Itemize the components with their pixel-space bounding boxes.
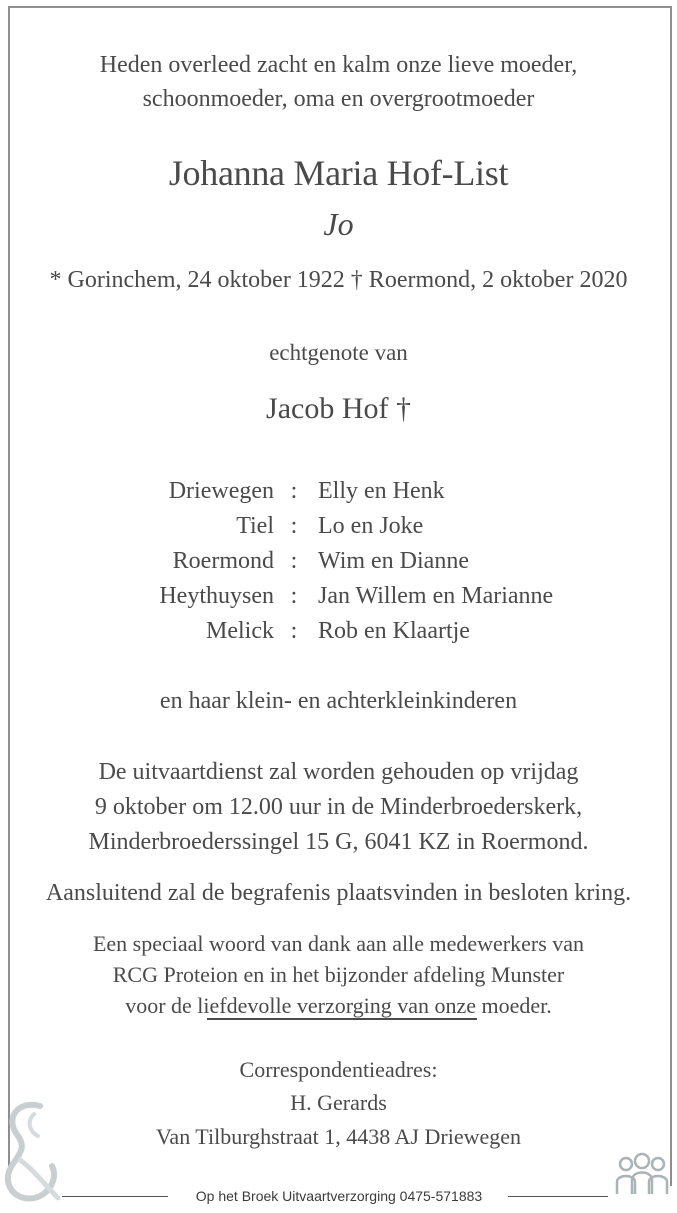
relative-names: Lo en Joke [318, 513, 424, 539]
thanks-line-1: Een speciaal woord van dank aan alle medewerkers van [92, 931, 585, 956]
thanks-line-3: voor de liefdevolle verzorging van onze moeder. [125, 993, 552, 1018]
relative-row [0, 583, 677, 617]
relative-names: Jan Willem en Marianne [318, 583, 554, 609]
thanks-line-2: RCG Proteion en in het bijzonder afdeling Munster [112, 962, 565, 987]
footer-rule-left [62, 1196, 168, 1197]
relative-colon: : [290, 618, 298, 644]
spouse-name: Jacob Hof † [266, 392, 411, 425]
burial-line: Aansluitend zal de begrafenis plaatsvinden in besloten kring. [45, 880, 632, 906]
footer-text: Op het Broek Uitvaartverzorging 0475-571883 [195, 1188, 483, 1204]
relative-place: Roermond [172, 548, 274, 574]
ampersand-swirl-icon [0, 1100, 62, 1211]
relative-colon: : [290, 478, 298, 504]
correspondence-name: H. Gerards [290, 1090, 387, 1115]
relative-colon: : [290, 513, 298, 539]
intro-line-1: Heden overleed zacht en kalm onze lieve moeder, [99, 52, 578, 78]
relative-row [0, 513, 677, 547]
deceased-nickname: Jo [323, 206, 354, 242]
service-line-1: De uitvaartdienst zal worden gehouden op vrijdag [98, 759, 579, 785]
relative-place: Tiel [236, 513, 274, 539]
relative-colon: : [290, 583, 298, 609]
family-people-icon [614, 1152, 670, 1201]
relative-row [0, 548, 677, 582]
relative-row [0, 478, 677, 512]
relative-colon: : [290, 548, 298, 574]
relative-names: Elly en Henk [318, 478, 445, 504]
relative-names: Wim en Dianne [318, 548, 469, 574]
intro-line-2: schoonmoeder, oma en overgrootmoeder [142, 86, 535, 112]
relative-place: Driewegen [168, 478, 274, 504]
relative-place: Heythuysen [159, 583, 274, 609]
service-line-2: 9 oktober om 12.00 uur in de Minderbroederskerk, [94, 794, 583, 820]
relative-names: Rob en Klaartje [318, 618, 470, 644]
deceased-name: Johanna Maria Hof-List [168, 153, 509, 193]
footer-rule-right [508, 1196, 608, 1197]
spouse-intro: echtgenote van [269, 340, 408, 365]
correspondence-label: Correspondentieadres: [239, 1057, 438, 1082]
separator-line [207, 1018, 477, 1020]
relative-place: Melick [206, 618, 274, 644]
life-dates: * Gorinchem, 24 oktober 1922 † Roermond, 2 oktober 2020 [49, 267, 628, 293]
correspondence-address: Van Tilburghstraat 1, 4438 AJ Driewegen [155, 1124, 522, 1149]
relative-row [0, 618, 677, 652]
service-line-3: Minderbroederssingel 15 G, 6041 KZ in Roermond. [88, 829, 589, 855]
grandchildren-line: en haar klein- en achterkleinkinderen [159, 688, 518, 714]
